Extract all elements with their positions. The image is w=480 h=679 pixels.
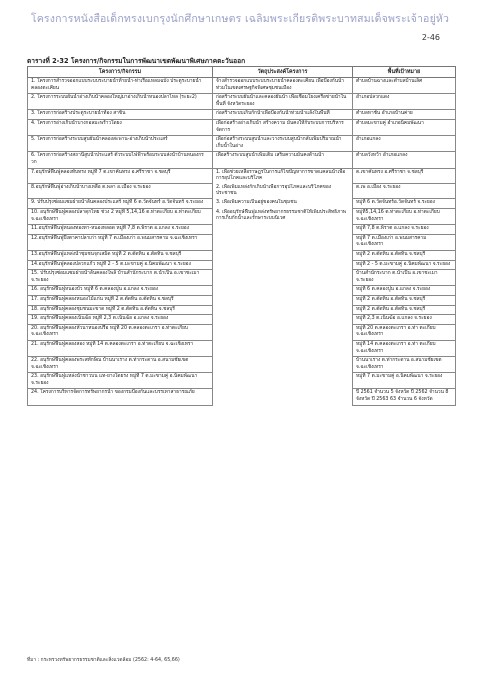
cell-project: 13.อนุรักษ์ฟื้นฟูแหล่งน้ำชุมชนจุกเสม็ด หมู่ที่ 2 ต.ตัดทิน อ.ตัดทิน จ.ชลบุรี (28, 250, 213, 260)
table-row (28, 184, 456, 199)
table-row (28, 234, 456, 250)
cell-objective (213, 168, 353, 184)
table-row (28, 315, 456, 325)
cell-objective (213, 357, 353, 373)
shared-objective-item: 4. เพื่ออนุรักษ์ฟื้นฟูแหล่งทรัพยากรธรรมชาติให้เพิ่มประสิทธิภาพการเก็บกักน้ำและรักษาระบบนิเวศ (216, 209, 347, 222)
cell-area: หมู่ที่ 14 ต.คลองตะเกรา อ.ท่า ตะเกียบ จ.ฉะเชิงเทรา (353, 340, 456, 356)
cell-area: หมู่ที่ 7,8 ต.พิราต อ.แกลง จ.ระยอง (353, 225, 456, 235)
cell-objective: เพื่อสร้างระบบสูบน้ำเพิ่มเติม เสริมความมั่นคงด้านน้ำ (213, 152, 353, 168)
cell-project: 24. โครงการบริหารจัดการทรัพยากรน้ำ ของกรมป้องกันและบรรเทาสาธารณภัย (28, 389, 213, 405)
cell-project: 14.อนุรักษ์ฟื้นฟูคลองปลวกแก้ว หมู่ที่ 2 - 5 ต.มะขามคู่ อ.นิคมพัฒนา จ.ระยอง (28, 260, 213, 270)
table-row (28, 136, 456, 152)
cell-area: ตำบลบ้านฉางและตำบลบ้านเลิศ (353, 78, 456, 94)
cell-project: 18. อนุรักษ์ฟื้นฟูคลองชุมชนมะขาด หมู่ที่ 2 ต.ตัดทิน อ.ตัดทิน จ.ชลบุรี (28, 305, 213, 315)
cell-project: 2. โครงการระบบผันน้ำอ่างเก็บน้ำคลองใหญ่มาอ่างเก็บน้ำหนองปลาไหล (ระยะ2) (28, 94, 213, 110)
cell-objective (213, 270, 353, 286)
cell-objective (213, 225, 353, 235)
shared-objective-item: 2. เพื่อเพิ่มแหล่งกักเก็บน้ำเพื่อการอุปโภคและบริโภคของประชาชน (216, 184, 332, 197)
cell-objective (213, 340, 353, 356)
cell-project: 21. อนุรักษ์ฟื้นฟูคลองสอง หมู่ที่ 14 ต.คลองตะเกรา อ.ท่าตะเกียบ จ.ฉะเชิงเทรา (28, 340, 213, 356)
cell-area: ตำบลวังหว้า อำเภอแกลง (353, 152, 456, 168)
cell-area: ต.เขาคันทรง อ.ศรีราชา จ.ชลบุรี (353, 168, 456, 184)
cell-objective (213, 305, 353, 315)
cell-area: หมู่ที่ 2 - 5 ต.มะขามคู่ อ.นิคมพัฒนา จ.ระยอง (353, 260, 456, 270)
cell-project: 11.อนุรักษ์ฟื้นฟูหนองทองทา-หนองหลอด หมู่ที่ 7,8 ต.พิราต อ.แกลง จ.ระยอง (28, 225, 213, 235)
cell-area: ตำบลหาชัน อำเภอบ้านค่าย (353, 110, 456, 120)
table-row (28, 357, 456, 373)
cell-objective (213, 260, 353, 270)
projects-table (27, 66, 456, 406)
cell-objective (213, 209, 353, 225)
cell-project: 7.อนุรักษ์ฟื้นฟูคลองทับทรง หมู่ที่ 7 ต.เขาคันทรง อ.ศรีราชา จ.ชลบุรี (28, 168, 213, 184)
cell-objective (213, 315, 353, 325)
table-body (28, 78, 456, 406)
table-row (28, 152, 456, 168)
cell-project: 3. โครงการก่อสร้างประตูระบายน้ำท้อง สาขิน (28, 110, 213, 120)
shared-objective-item: 3. เพื่อเพิ่มความเป็นอยู่ของคนในชุมชน (216, 199, 297, 205)
table-row (28, 389, 456, 405)
cell-project: 6. โครงการก่อสร้างสถานีสูบน้ำประแสร์ ตัวระบบไฟฟ้าพร้อมระบบส่งน้ำบ้านหนองกรวก (28, 152, 213, 168)
table-row (28, 286, 456, 296)
shared-objective-item: 1. เพื่อช่วยเหลือราษฎรในการแก้ไขปัญหาการขาดแคลนน้ำเพื่อการอุปโภคและบริโภค (216, 169, 346, 182)
header-area: พื้นที่เป้าหมาย (353, 67, 456, 78)
cell-objective (213, 199, 353, 209)
cell-area: หมู่ที่ 6 ต.คลองปูน อ.แกลง จ.ระยอง (353, 286, 456, 296)
cell-area: หมู่ที่ 2 ต.ตัดทิน อ.ตัดทิน จ.ชลบุรี (353, 250, 456, 260)
cell-project: 5. โครงการก่อสร้างระบบสูบผันน้ำคลองสะพาน-อ่างเก็บน้ำประแสร์ (28, 136, 213, 152)
cell-area: บ้านสำนักระบาก ต.น้ำเป็น อ.เขาชะเมา จ.ระยอง (353, 270, 456, 286)
header-objective: วัตถุประสงค์โครงการ (213, 67, 353, 78)
source-note: ที่มา : กระทรวงทรัพยากรธรรมชาติและสิ่งแวดล้อม (2562: 4-64, 65,66) (27, 658, 180, 663)
cell-project: 10. อนุรักษ์ฟื้นฟูคลองปลาดุกไทย ช่วง 2 หมู่ที่ 5,14,16 ต.ท่าตะเกียบ อ.ท่าตะเกียบ จ.ฉะเชิงเทรา (28, 209, 213, 225)
table-row (28, 373, 456, 389)
table-row (28, 78, 456, 94)
cell-area: อำเภอปลวกแดง (353, 94, 456, 110)
cell-area: หมู่ที่5,14,16 ต.ท่าตะเกียบ อ.ท่าตะเกียบ จ.ฉะเชิงเทรา (353, 209, 456, 225)
table-header-row (28, 67, 456, 78)
cell-area: ปี 2561 จำนวน 5 จังหวัด ปี 2562 จำนวน 8 จังหวัด ปี 2563 63 จำนวน 6 จังหวัด (353, 389, 456, 405)
cell-area: บ้านนาเราง ต.ท่ากระดาน อ.สนามชัยเขต จ.ฉะเชิงเทรา (353, 357, 456, 373)
cell-project: 17. อนุรักษ์ฟื้นฟูคลองหนองไม้แก่น หมู่ที่ 2 ต.ตัดทิน อ.ตัดทิน จ.ชลบุรี (28, 295, 213, 305)
table-row (28, 209, 456, 225)
cell-project: 22. อนุรักษ์ฟื้นฟูคลองพระสทักษิณ บ้านนาเราง ต.ท่ากระดาน อ.สนามชัยเขต จ.ฉะเชิงเทรา (28, 357, 213, 373)
table-row (28, 270, 456, 286)
cell-area: หมู่ที่ 7 ต.มะขามคู่ อ.นิคมพัฒนา จ.ระยอง (353, 373, 456, 389)
cell-area: หมู่ที่ 20 ต.คลองตะเกรา อ.ท่า ตะเกียบ จ.ฉะเชิงเทรา (353, 324, 456, 340)
cell-area: ต.เพ อ.เมือง จ.ระยอง (353, 184, 456, 199)
cell-project: 1. โครงการสำรวจออกแบบระบบระบายน้ำท้ายน้ำ-ท่าเรือแหลมฉบัง ประตูระบายน้ำคลองตะเคียน (28, 78, 213, 94)
table-caption: ตารางที่ 2-32 โครงการ/กิจกรรมในการพัฒนาเขตพัฒนาพิเศษภาคตะวันออก (27, 57, 246, 65)
cell-objective: จ้างสำรวจออกแบบระบบระบายน้ำคลองตะเคียน เพื่อป้องกันน้ำท่วมในเขตเศรษฐกิจพิเศษชุมชนเมือง (213, 78, 353, 94)
cell-project: 4. โครงการอ่างเก็บน้ำบางกอลมะพร้าวใดยง (28, 119, 213, 135)
cell-project: 9. ปรับปรุงซ่อมแซมฝายน้ำล้นคลองประแสร์ หมู่ที่ 6 ต.วัดจันทร์ อ.วัดจันทร์ จ.ระยอง (28, 199, 213, 209)
table-row (28, 295, 456, 305)
cell-area: หมู่ที่ 2,3 ต.เนินฆ้อ อ.แกลง จ.ระยอง (353, 315, 456, 325)
table-row (28, 110, 456, 120)
table-row (28, 168, 456, 184)
cell-objective (213, 184, 353, 199)
cell-project: 15. ปรับปรุงซ่อมแซมฝายน้ำล้นคลองโพล้ บ้านสำนักระบาก ต.น้ำเป็น อ.เขาชะเมา จ.ระยอง (28, 270, 213, 286)
cell-project: 12.อนุรักษ์ฟื้นฟูบึงตาคาปลาเก่า หมู่ที่ 7 ต.เมืองเก่า อ.พนมสารคาม จ.ฉะเชิงเทรา (28, 234, 213, 250)
cell-objective: ก่อสร้างระบบเก็บกักน้ำเพื่อป้องกันน้ำท่วมน้ำแล้งในพื้นที่ (213, 110, 353, 120)
table-row (28, 250, 456, 260)
cell-objective (213, 389, 353, 405)
table-row (28, 119, 456, 135)
cell-area: หมู่ที่ 7 ต.เมืองเก่า อ.พนมสารคาม จ.ฉะเชิงเทรา (353, 234, 456, 250)
cell-project: 16. อนุรักษ์ฟื้นฟูหนองบัว หมู่ที่ 6 ต.คลองปูน อ.แกลง จ.ระยอง (28, 286, 213, 296)
cell-area: ตำบลมะขามคู่ อำเภอนิคมพัฒนา (353, 119, 456, 135)
cell-project: 19. อนุรักษ์ฟื้นฟูคลองเนินฆ้อ หมู่ที่ 2,3 ต.เนินฆ้อ อ.แกลง จ.ระยอง (28, 315, 213, 325)
cell-objective (213, 295, 353, 305)
cell-objective (213, 324, 353, 340)
table-row (28, 340, 456, 356)
page-number: 2-46 (421, 33, 440, 42)
cell-objective: เพื่อก่อสร้างอ่างเก็บน้ำ สร้างความ มั่นคงให้กับระบบการบริหารจัดการ (213, 119, 353, 135)
cell-objective: ก่อสร้างระบบผันน้ำและคลองผันน้ำ เพื่อเชื่อมโยงเครือข่ายน้ำในพื้นที่ จังหวัดระยอง (213, 94, 353, 110)
cell-project: 20. อนุรักษ์ฟื้นฟูคลองหัวนาหนองปรือ หมู่ที่ 20 ต.คลองตะเกรา อ.ท่าตะเกียบ จ.ฉะเชิงเทรา (28, 324, 213, 340)
table-row (28, 305, 456, 315)
running-header: โครงการหนังสือเด็กทรงเบกรุงนักศึกษาเกษตร เฉลิมพระเกียรติพระบาทสมเด็จพระเจ้าอยู่หัว (30, 13, 450, 25)
cell-area: อำเภอแกลง (353, 136, 456, 152)
cell-objective (213, 250, 353, 260)
table-row (28, 199, 456, 209)
table-row (28, 94, 456, 110)
cell-area: หมู่ที่ 2 ต.ตัดทิน อ.ตัดทิน จ.ชลบุรี (353, 305, 456, 315)
table-row (28, 225, 456, 235)
cell-area: หมู่ที่ 2 ต.ตัดทิน อ.ตัดทิน จ.ชลบุรี (353, 295, 456, 305)
header-project: โครงการ/กิจกรรม (28, 67, 213, 78)
cell-area: หมู่ที่ 6 ต.วัดจันทร์อ.วัดจันทร์ จ.ระยอง (353, 199, 456, 209)
cell-project: 23. อนุรักษ์ฟื้นฟูแหล่งน้ำชาวบน แท-ยางโดยรง หมู่ที่ 7 ต.มะขามคู่ อ.นิคมพัฒนา จ.ระยอง (28, 373, 213, 389)
cell-objective (213, 373, 353, 389)
cell-objective: เพื่อก่อสร้างระบบสูบน้ำและวางระบบสูบน้ำกลับเพิ่มปริมาณน้ำเก็บน้ำในอ่าง (213, 136, 353, 152)
table-row (28, 324, 456, 340)
cell-objective (213, 234, 353, 250)
cell-objective (213, 286, 353, 296)
table-row (28, 260, 456, 270)
cell-project: 8.อนุรักษ์ฟื้นฟูอ่างเก็บน้ำบางเหลือ ต.พลา อ.เมือง จ.ระยอง (28, 184, 213, 199)
